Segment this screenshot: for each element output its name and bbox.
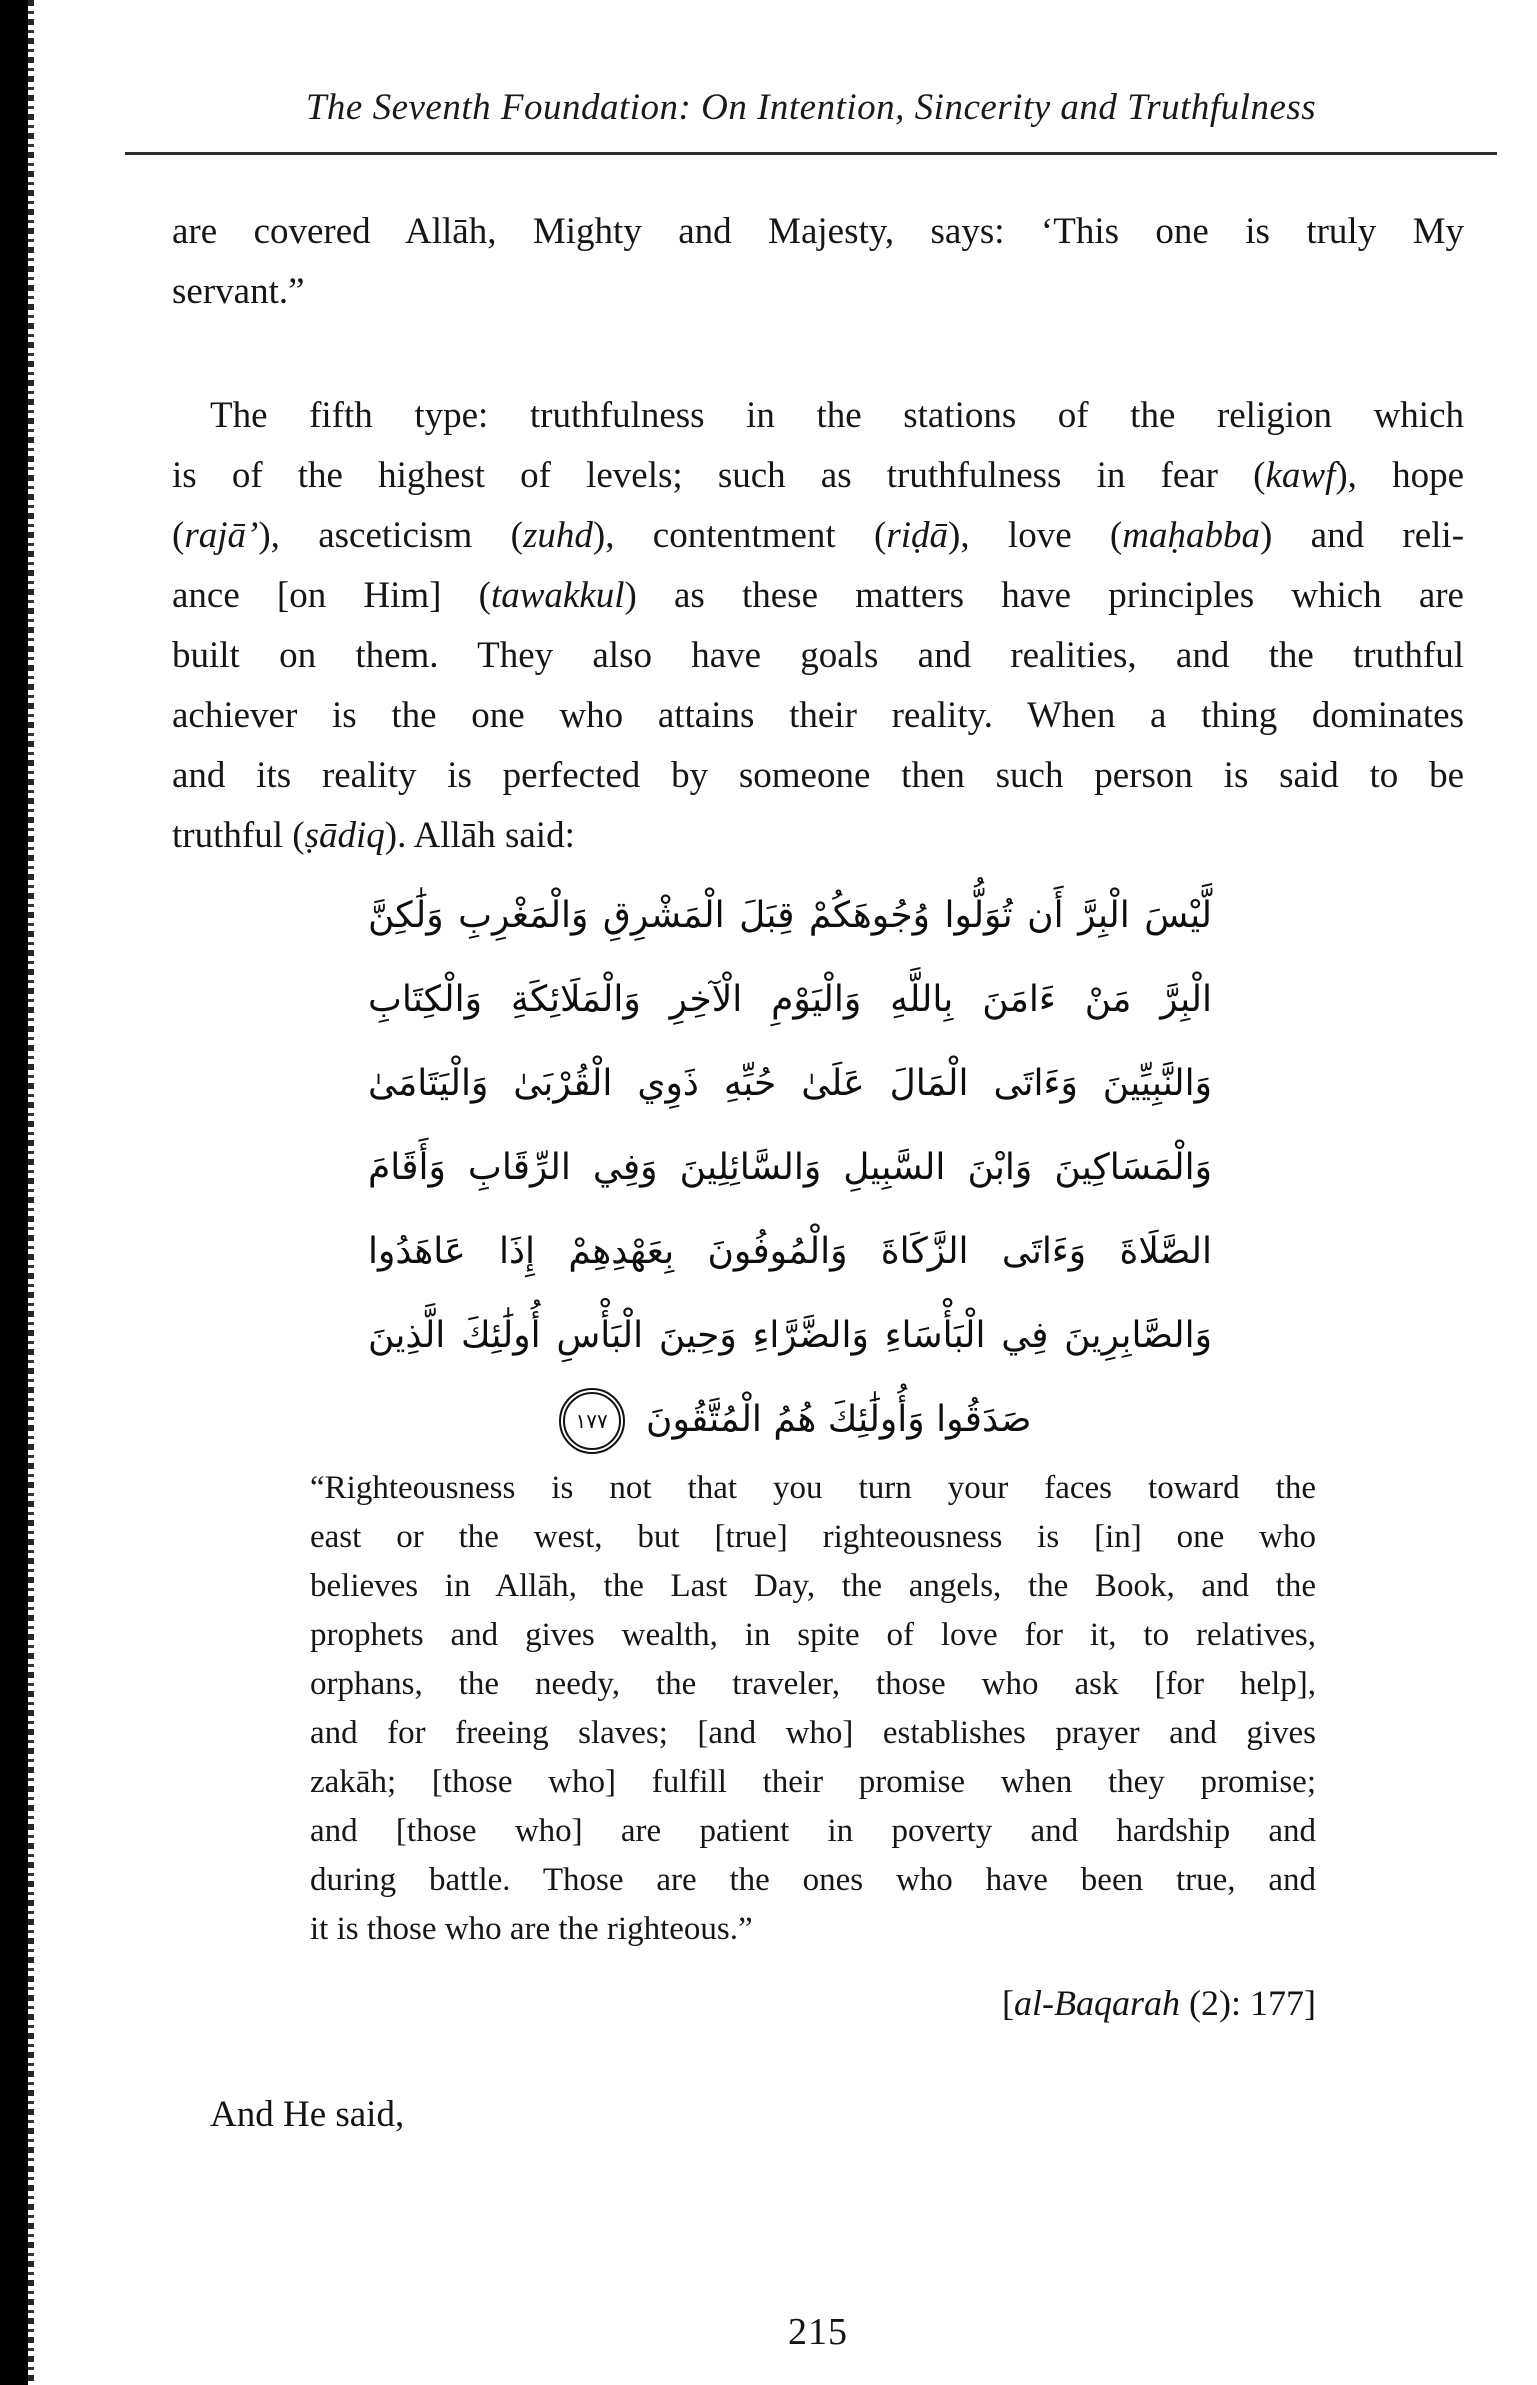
text-line: صَدَقُوا وَأُولَٰئِكَ هُمُ الْمُتَّقُونَ ١٧٧ <box>368 1378 1212 1462</box>
text-line: it is those who are the righteous.” <box>310 1911 753 1947</box>
text-line: and for freeing slaves; [and who] establishes prayer and gives <box>310 1715 1316 1751</box>
text-line: الْبِرَّ مَنْ ءَامَنَ بِاللَّهِ وَالْيَوْمِ الْآخِرِ وَالْمَلَائِكَةِ وَالْكِتَابِ <box>368 979 1212 1020</box>
text-line: east or the west, but [true] righteousness is [in] one who <box>310 1519 1316 1555</box>
verse-citation: [al-Baqarah (2): 177] <box>1002 1983 1316 2023</box>
text-line: وَالْمَسَاكِينَ وَابْنَ السَّبِيلِ وَالسَّائِلِينَ وَفِي الرِّقَابِ وَأَقَامَ <box>368 1147 1212 1188</box>
text-line: وَالصَّابِرِينَ فِي الْبَأْسَاءِ وَالضَّرَّاءِ وَحِينَ الْبَأْسِ أُولَٰئِكَ الَّذِينَ <box>368 1315 1212 1356</box>
text-line: and [those who] are patient in poverty and hardship and <box>310 1813 1316 1849</box>
text-line: orphans, the needy, the traveler, those who ask [for help], <box>310 1666 1316 1702</box>
text-line: لَّيْسَ الْبِرَّ أَن تُوَلُّوا وُجُوهَكُمْ قِبَلَ الْمَشْرِقِ وَالْمَغْرِبِ وَلَٰكِنَّ <box>368 895 1212 936</box>
scan-gutter-edge <box>0 0 28 2385</box>
text-line: الصَّلَاةَ وَءَاتَى الزَّكَاةَ وَالْمُوفُونَ بِعَهْدِهِمْ إِذَا عَاهَدُوا <box>368 1231 1212 1272</box>
text-line: ance [on Him] (tawakkul) as these matters have principles which are <box>172 575 1464 616</box>
quran-verse-arabic <box>368 874 1212 1462</box>
closing-line: And He said, <box>210 2094 405 2135</box>
text-line: truthful (ṣādiq). Allāh said: <box>172 815 575 856</box>
verse-end-medallion: ١٧٧ <box>559 1388 625 1454</box>
page-number: 215 <box>788 2311 848 2353</box>
text-line: zakāh; [those who] fulfill their promise when they promise; <box>310 1764 1316 1800</box>
text-line: is of the highest of levels; such as truthfulness in fear (kawf), hope <box>172 455 1464 496</box>
paragraph-continuation <box>172 202 1464 322</box>
text-line: achiever is the one who attains their reality. When a thing dominates <box>172 695 1464 736</box>
text-line: servant.” <box>172 271 305 312</box>
text-line: built on them. They also have goals and realities, and the truthful <box>172 635 1464 676</box>
text-line: believes in Allāh, the Last Day, the angels, the Book, and the <box>310 1568 1316 1604</box>
text-line: “Righteousness is not that you turn your faces toward the <box>310 1470 1316 1506</box>
text-line: The fifth type: truthfulness in the stations of the religion which <box>210 395 1464 436</box>
text-line: are covered Allāh, Mighty and Majesty, says: ‘This one is truly My <box>172 211 1464 252</box>
text-line: during battle. Those are the ones who have been true, and <box>310 1862 1316 1898</box>
running-header: The Seventh Foundation: On Intention, Sincerity and Truthfulness <box>305 87 1317 128</box>
header-rule <box>125 152 1497 155</box>
text-line: and its reality is perfected by someone then such person is said to be <box>172 755 1464 796</box>
paragraph-fifth-type <box>172 386 1464 866</box>
text-line: وَالنَّبِيِّينَ وَءَاتَى الْمَالَ عَلَىٰ حُبِّهِ ذَوِي الْقُرْبَىٰ وَالْيَتَامَىٰ <box>368 1063 1212 1104</box>
text-line: (rajā’), asceticism (zuhd), contentment (riḍā), love (maḥabba) and reli- <box>172 515 1465 556</box>
text-line: prophets and gives wealth, in spite of love for it, to relatives, <box>310 1617 1316 1653</box>
quran-verse-translation <box>310 1464 1316 1954</box>
